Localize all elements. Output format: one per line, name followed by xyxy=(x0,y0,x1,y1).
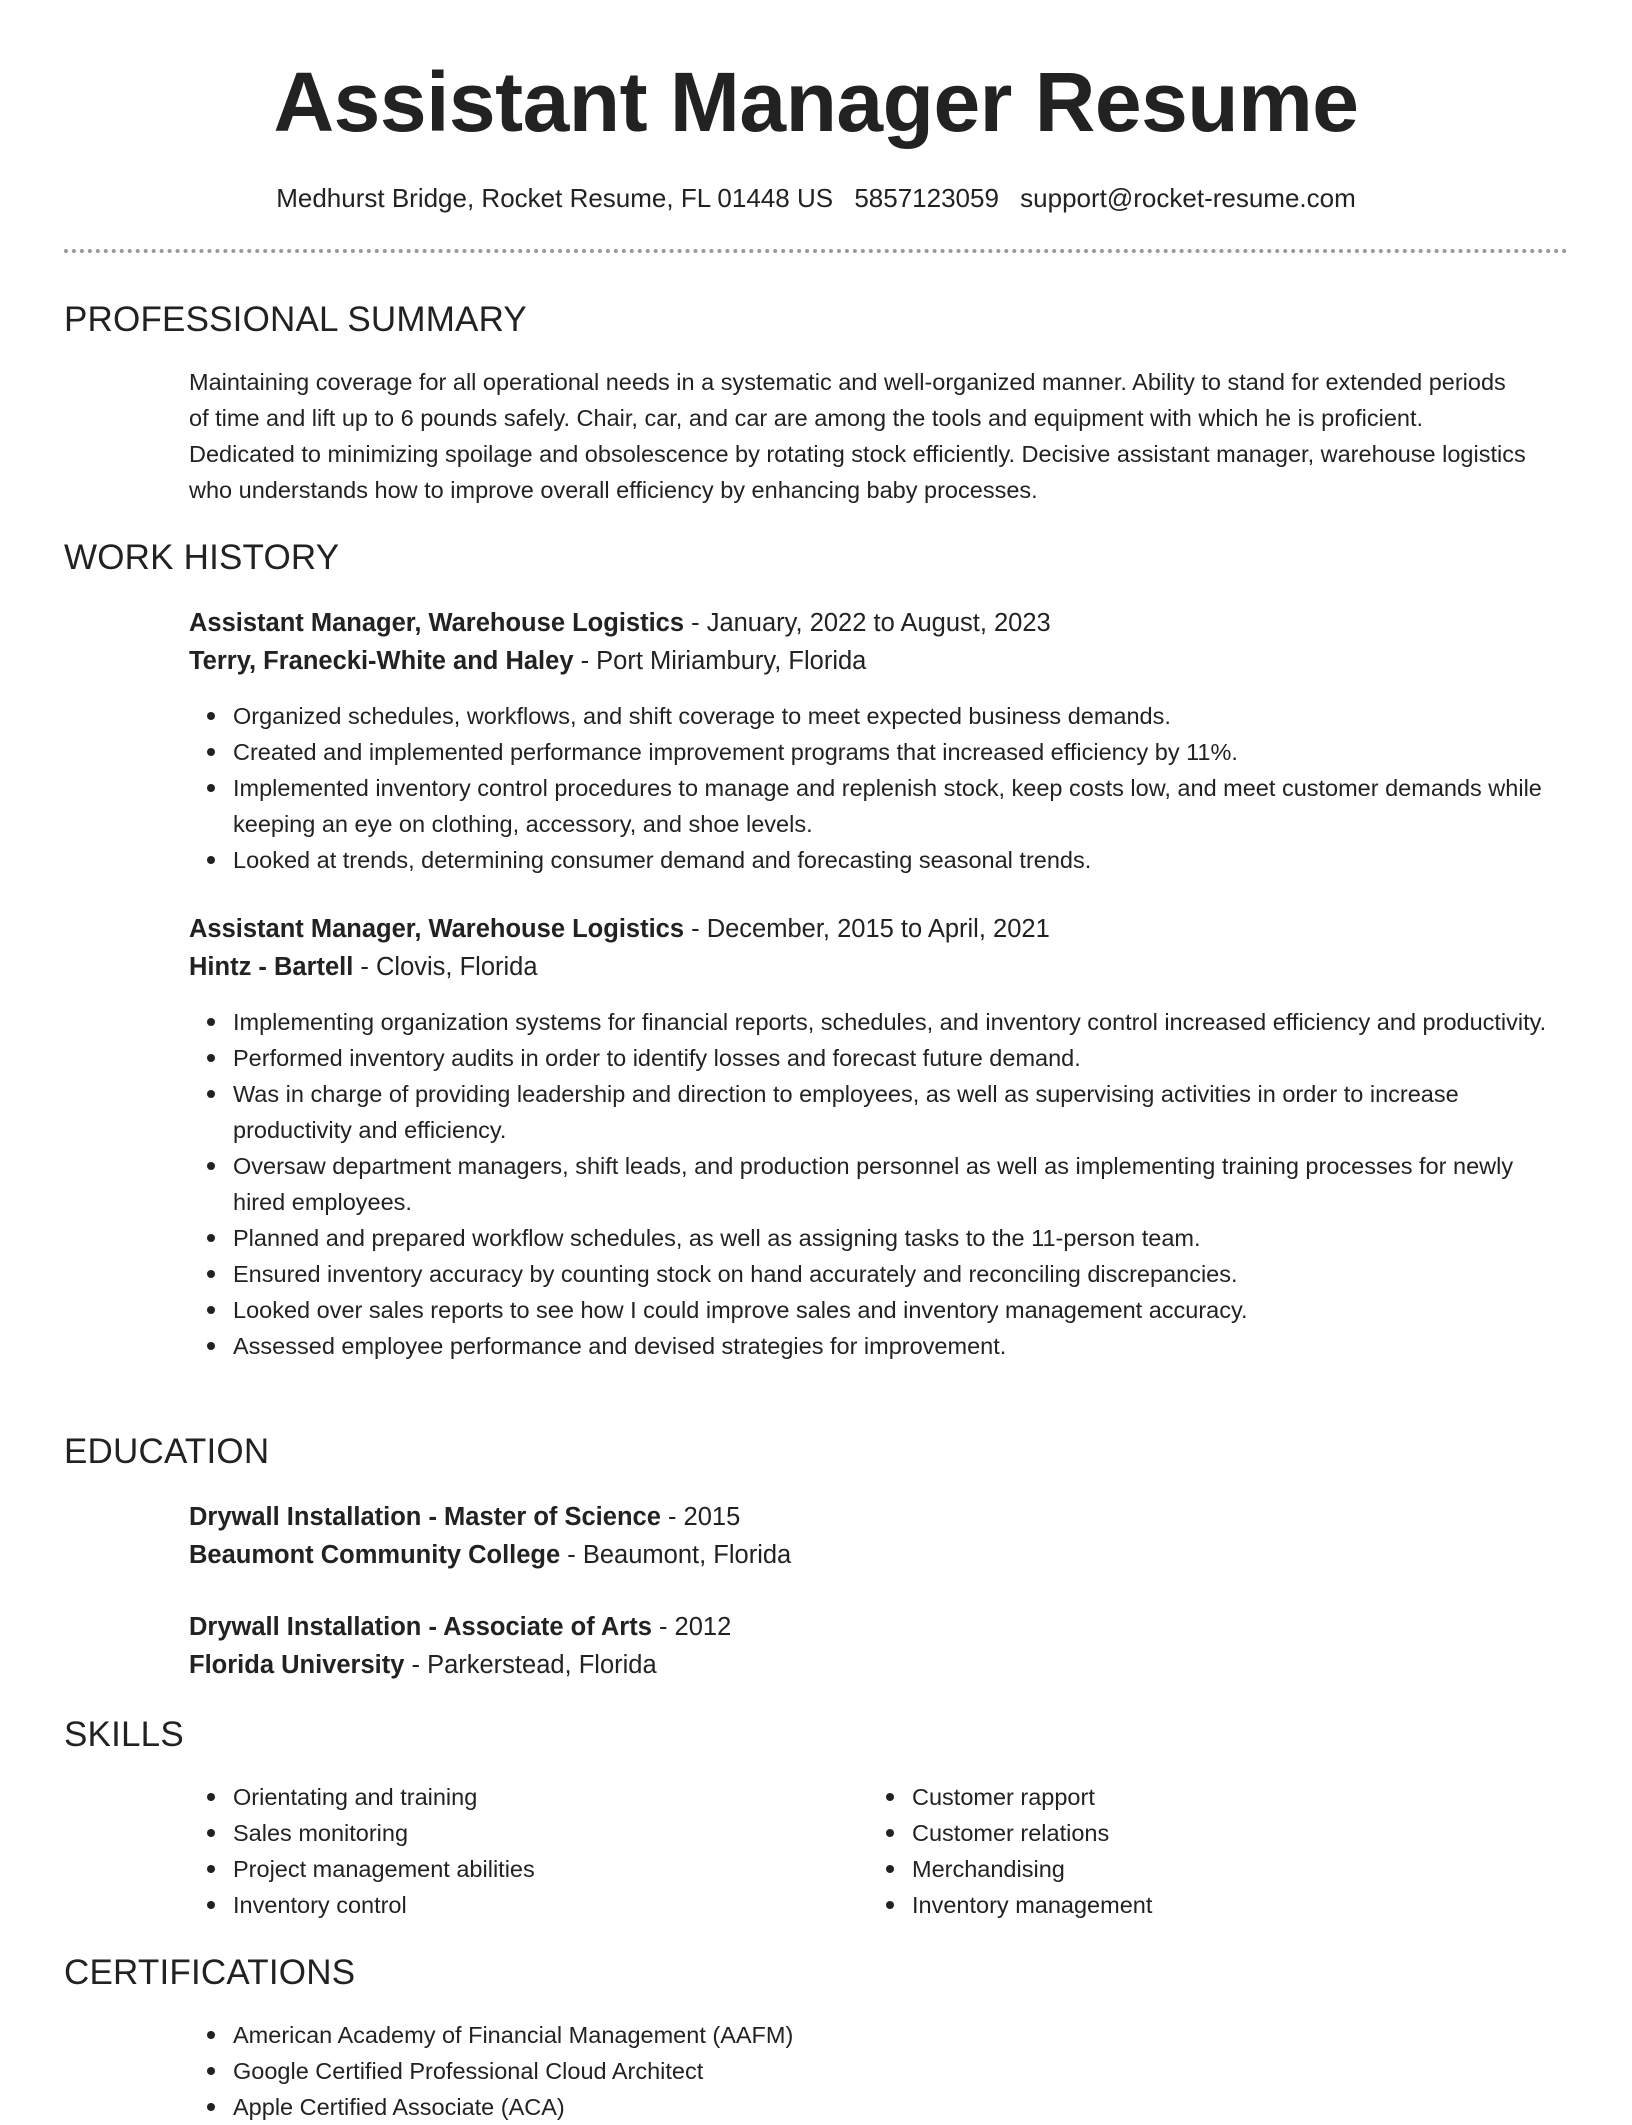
job-dates: - December, 2015 to April, 2021 xyxy=(684,915,1050,943)
contact-phone: 5857123059 xyxy=(854,183,999,213)
list-item: Project management abilities xyxy=(189,1851,829,1887)
contact-line xyxy=(0,180,1632,216)
list-item: Inventory management xyxy=(868,1887,1508,1923)
certifications-heading: CERTIFICATIONS xyxy=(64,1953,356,1992)
education-school: Beaumont Community College xyxy=(189,1541,561,1569)
list-item: Performed inventory audits in order to identify losses and forecast future demand. xyxy=(189,1040,1559,1076)
education-location: - Beaumont, Florida xyxy=(560,1541,792,1569)
list-item: Implemented inventory control procedures to manage and replenish stock, keep costs low, and meet customer demands while keeping an eye on clothing, accessory, and shoe levels. xyxy=(189,770,1569,842)
list-item: Apple Certified Associate (ACA) xyxy=(189,2089,1189,2125)
education-school: Florida University xyxy=(189,1651,405,1679)
list-item: Customer rapport xyxy=(868,1779,1508,1815)
list-item: Looked at trends, determining consumer demand and forecasting seasonal trends. xyxy=(189,842,1569,878)
list-item: Created and implemented performance improvement programs that increased efficiency by 11%. xyxy=(189,734,1569,770)
contact-address: Medhurst Bridge, Rocket Resume, FL 01448 US xyxy=(276,183,834,213)
summary-text: Maintaining coverage for all operational needs in a systematic and well-organized manner. Ability to stand for extended periods of time and lift up to 6 pounds safely. Chair, car, and car are among the tools and equipment with which he is proficient. Dedicated to minimizing spoilage and obsolescence by rotating stock efficiently. Decisive assistant manager, warehouse logistics who understands how to improve overall efficiency by enhancing baby processes. xyxy=(189,369,1526,503)
education-degree: Drywall Installation - Associate of Arts xyxy=(189,1613,652,1641)
education-school-line xyxy=(189,1647,657,1683)
list-item: Was in charge of providing leadership and direction to employees, as well as supervising activities in order to increase productivity and efficiency. xyxy=(189,1076,1559,1148)
list-item: Orientating and training xyxy=(189,1779,829,1815)
list-item: American Academy of Financial Management (AAFM) xyxy=(189,2017,1189,2053)
education-degree: Drywall Installation - Master of Science xyxy=(189,1503,661,1531)
job-company: Terry, Franecki-White and Haley xyxy=(189,647,574,675)
job-company-line xyxy=(189,949,538,985)
job-title: Assistant Manager, Warehouse Logistics xyxy=(189,915,685,943)
summary-heading: PROFESSIONAL SUMMARY xyxy=(64,300,527,339)
list-item: Assessed employee performance and devised strategies for improvement. xyxy=(189,1328,1559,1364)
education-year: - 2012 xyxy=(651,1613,732,1641)
education-degree-line xyxy=(189,1609,731,1645)
education-degree-line xyxy=(189,1499,740,1535)
skills-list-left xyxy=(189,1779,829,1923)
resume-title: Assistant Manager Resume xyxy=(273,55,1359,149)
certifications-list xyxy=(189,2017,1189,2125)
header-divider xyxy=(64,249,1568,253)
job-company-line xyxy=(189,643,866,679)
list-item: Sales monitoring xyxy=(189,1815,829,1851)
list-item: Looked over sales reports to see how I could improve sales and inventory management accuracy. xyxy=(189,1292,1559,1328)
list-item: Google Certified Professional Cloud Architect xyxy=(189,2053,1189,2089)
job-title-line xyxy=(189,605,1051,641)
list-item: Ensured inventory accuracy by counting stock on hand accurately and reconciling discrepancies. xyxy=(189,1256,1559,1292)
list-item: Merchandising xyxy=(868,1851,1508,1887)
list-item: Customer relations xyxy=(868,1815,1508,1851)
contact-email: support@rocket-resume.com xyxy=(1020,183,1356,213)
education-location: - Parkerstead, Florida xyxy=(404,1651,657,1679)
education-year: - 2015 xyxy=(660,1503,741,1531)
job-title: Assistant Manager, Warehouse Logistics xyxy=(189,609,685,637)
list-item: Oversaw department managers, shift leads, and production personnel as well as implementing training processes for newly hired employees. xyxy=(189,1148,1559,1220)
skills-heading: SKILLS xyxy=(64,1715,184,1754)
work-history-heading: WORK HISTORY xyxy=(64,538,340,577)
job-location: - Port Miriambury, Florida xyxy=(573,647,867,675)
job-bullets xyxy=(189,1004,1559,1364)
list-item: Planned and prepared workflow schedules, as well as assigning tasks to the 11-person team. xyxy=(189,1220,1559,1256)
job-location: - Clovis, Florida xyxy=(353,953,538,981)
skills-list-right xyxy=(868,1779,1508,1923)
education-school-line xyxy=(189,1537,791,1573)
job-title-line xyxy=(189,911,1050,947)
list-item: Inventory control xyxy=(189,1887,829,1923)
education-heading: EDUCATION xyxy=(64,1432,270,1471)
list-item: Organized schedules, workflows, and shift coverage to meet expected business demands. xyxy=(189,698,1569,734)
job-dates: - January, 2022 to August, 2023 xyxy=(684,609,1051,637)
list-item: Implementing organization systems for financial reports, schedules, and inventory control increased efficiency and productivity. xyxy=(189,1004,1559,1040)
job-company: Hintz - Bartell xyxy=(189,953,354,981)
job-bullets xyxy=(189,698,1569,878)
